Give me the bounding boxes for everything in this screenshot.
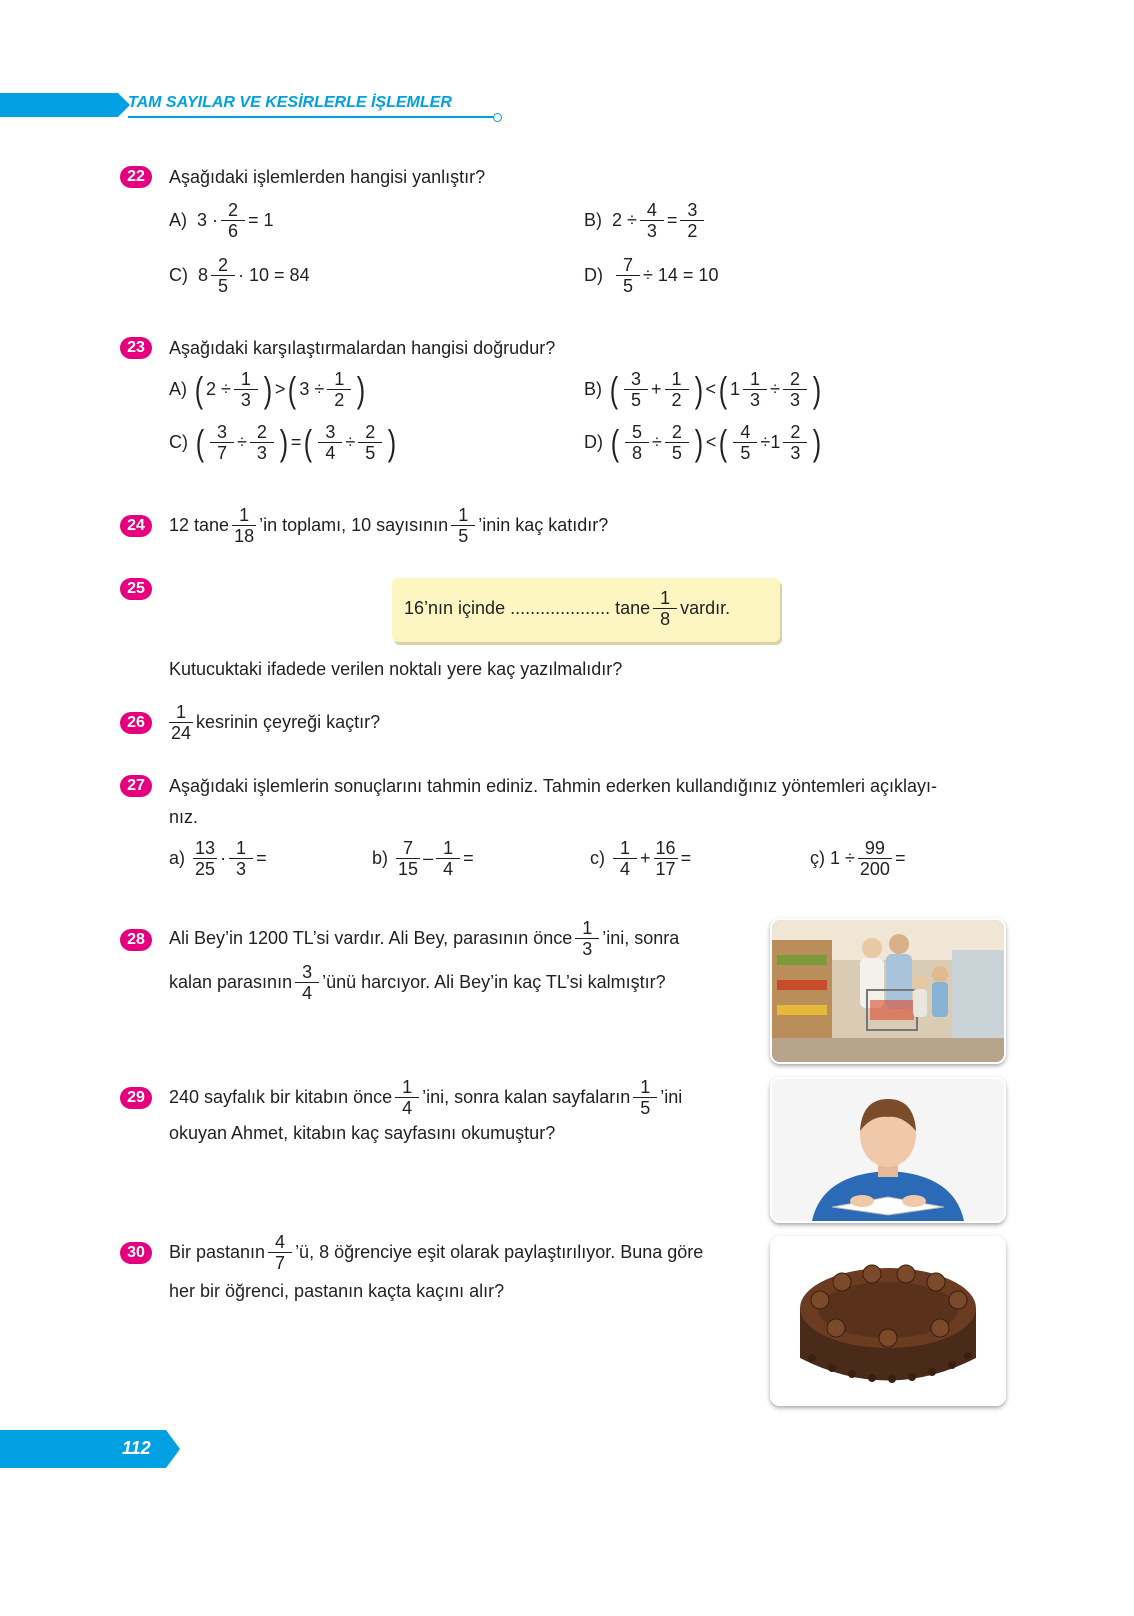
fraction: $\frac{7}{5}$ <box>616 255 640 296</box>
fraction: $\frac{1}{4}$ <box>613 838 637 879</box>
question-29-line2: okuyan Ahmet, kitabın kaç sayfasını okumuştur? <box>169 1123 556 1143</box>
expr-text: 8 <box>198 265 209 285</box>
fraction: $\frac{1}{5}$ <box>633 1077 657 1118</box>
option-label: D) <box>584 432 603 452</box>
question-number-28: 28 <box>120 929 152 951</box>
header-underline <box>128 116 496 118</box>
fraction: $\frac{2}{5}$ <box>211 255 235 296</box>
expr-text: · 10 = 84 <box>238 265 310 285</box>
question-26-text: $\frac{1}{24}$ kesrinin çeyreği kaçtır? <box>171 702 381 743</box>
option-label: C) <box>169 432 188 452</box>
fraction: $\frac{1}{5}$ <box>451 505 475 546</box>
fraction: $\frac{1}{3}$ <box>743 369 767 410</box>
fraction: $\frac{3}{4}$ <box>318 422 342 463</box>
expr-text: = 1 <box>248 210 274 230</box>
option-label: B) <box>584 379 602 399</box>
option-label: C) <box>169 265 188 285</box>
question-number-29: 29 <box>120 1087 152 1109</box>
option-label: A) <box>169 210 187 230</box>
fraction: $\frac{1}{3}$ <box>575 918 599 959</box>
question-27-line1: Aşağıdaki işlemlerin sonuçlarını tahmin ediniz. Tahmin ederken kullandığınız yöntemleri açıklayı- <box>169 776 938 796</box>
option-label: D) <box>584 265 603 285</box>
fraction: $\frac{2}{3}$ <box>783 369 807 410</box>
expr-text: 3 · <box>197 210 219 230</box>
boy-reading-photo <box>770 1077 1006 1223</box>
fraction: $\frac{1}{8}$ <box>653 588 677 629</box>
question-number-22: 22 <box>120 166 152 188</box>
question-23-text: Aşağıdaki karşılaştırmalardan hangisi doğrudur? <box>169 338 556 358</box>
question-number-30: 30 <box>120 1242 152 1264</box>
question-number-26: 26 <box>120 712 152 734</box>
fraction: $\frac{2}{3}$ <box>250 422 274 463</box>
page-number: 112 <box>122 1438 151 1458</box>
question-28-line1: Ali Bey’in 1200 TL’si vardır. Ali Bey, parasının önce $\frac{1}{3}$ ’ini, sonra <box>169 918 680 959</box>
question-24-text: 12 tane $\frac{1}{18}$ ’in toplamı, 10 sayısının $\frac{1}{5}$ ’inin kaç katıdır? <box>169 505 609 546</box>
statement-box-text: 16’nın içinde .................... tane $\frac{1}{8}$ vardır. <box>404 588 731 629</box>
option-label: c) <box>590 848 605 868</box>
q22-option-d <box>584 255 718 296</box>
fraction: $\frac{5}{8}$ <box>625 422 649 463</box>
expr-text: ÷ 14 = 10 <box>643 265 719 285</box>
option-label: A) <box>169 379 187 399</box>
q22-option-b <box>584 200 707 241</box>
fraction: $\frac{1}{2}$ <box>665 369 689 410</box>
fraction: $\frac{1}{4}$ <box>436 838 460 879</box>
fraction: $\frac{2}{3}$ <box>783 422 807 463</box>
fraction: $\frac{1}{4}$ <box>395 1077 419 1118</box>
family-shopping-photo <box>770 918 1006 1064</box>
fraction: $\frac{4}{7}$ <box>268 1232 292 1273</box>
option-label: ç) <box>810 848 825 868</box>
q27-item-a: a) $\frac{13}{25}$ · $\frac{1}{3}$ = <box>169 838 267 879</box>
question-number-27: 27 <box>120 775 152 797</box>
q22-option-c <box>169 255 310 296</box>
question-30-line1: Bir pastanın $\frac{4}{7}$ ’ü, 8 öğrenciye eşit olarak paylaştırılıyor. Buna göre <box>169 1232 704 1273</box>
q22-option-a <box>169 200 274 241</box>
header-dot <box>493 113 502 122</box>
q27-item-b: b) $\frac{7}{15}$ – $\frac{1}{4}$ = <box>372 838 474 879</box>
fraction: $\frac{4}{3}$ <box>640 200 664 241</box>
fraction: $\frac{2}{5}$ <box>358 422 382 463</box>
question-27-line2: nız. <box>169 807 199 827</box>
fraction: $\frac{4}{5}$ <box>733 422 757 463</box>
fraction: $\frac{3}{7}$ <box>210 422 234 463</box>
fraction: $\frac{16}{17}$ <box>655 838 676 879</box>
chapter-title: TAM SAYILAR VE KESİRLERLE İŞLEMLER <box>128 94 452 111</box>
question-28-line2: kalan parasının $\frac{3}{4}$ ’ünü harcıyor. Ali Bey’in kaç TL’si kalmıştır? <box>169 962 666 1003</box>
fraction: $\frac{3}{4}$ <box>295 962 319 1003</box>
option-label: B) <box>584 210 602 230</box>
fraction: $\frac{3}{2}$ <box>680 200 704 241</box>
option-label: a) <box>169 848 186 868</box>
fraction: $\frac{2}{5}$ <box>665 422 689 463</box>
expr-text: = <box>666 210 678 230</box>
fraction: $\frac{1}{3}$ <box>229 838 253 879</box>
chocolate-cake-photo <box>770 1236 1006 1406</box>
fraction: $\frac{7}{15}$ <box>398 838 419 879</box>
q23-option-a: A) ( 2 ÷ $\frac{1}{3}$ ) > ( 3 ÷ $\frac{1}{2}$ ) <box>169 368 366 410</box>
question-number-25: 25 <box>120 578 152 600</box>
expr-text: 2 ÷ <box>612 210 637 230</box>
fraction: $\frac{2}{6}$ <box>221 200 245 241</box>
fraction: $\frac{1}{2}$ <box>327 369 351 410</box>
fraction: $\frac{13}{25}$ <box>195 838 216 879</box>
fraction: $\frac{1}{24}$ <box>171 702 192 743</box>
fraction: $\frac{1}{18}$ <box>234 505 255 546</box>
question-29-line1: 240 sayfalık bir kitabın önce $\frac{1}{4}$ ’ini, sonra kalan sayfaların $\frac{1}{5}$ ’ini <box>169 1077 683 1118</box>
fraction: $\frac{3}{5}$ <box>624 369 648 410</box>
question-number-23: 23 <box>120 337 152 359</box>
question-25-text: Kutucuktaki ifadede verilen noktalı yere kaç yazılmalıdır? <box>169 659 623 679</box>
q27-item-c: c) $\frac{1}{4}$ + $\frac{16}{17}$ = <box>590 838 692 879</box>
fraction: $\frac{1}{3}$ <box>234 369 258 410</box>
question-number-24: 24 <box>120 515 152 537</box>
header-bar <box>0 93 118 117</box>
page-number-arrow <box>166 1430 180 1468</box>
q23-option-c: C) ( $\frac{3}{7}$ ÷ $\frac{2}{3}$ ) = ( $\frac{3}{4}$ ÷ $\frac{2}{5}$ ) <box>169 421 397 463</box>
q27-item-cc: ç) 1 ÷ $\frac{99}{200}$ = <box>810 838 906 879</box>
question-22-text: Aşağıdaki işlemlerden hangisi yanlıştır? <box>169 167 486 187</box>
fraction: $\frac{99}{200}$ <box>859 838 890 879</box>
option-label: b) <box>372 848 389 868</box>
question-30-line2: her bir öğrenci, pastanın kaçta kaçını alır? <box>169 1281 505 1301</box>
q23-option-d: D) ( $\frac{5}{8}$ ÷ $\frac{2}{5}$ ) < ( $\frac{4}{5}$ ÷ 1 $\frac{2}{3}$ ) <box>584 421 822 463</box>
q23-option-b: B) ( $\frac{3}{5}$ + $\frac{1}{2}$ ) < ( 1 $\frac{1}{3}$ ÷ $\frac{2}{3}$ ) <box>584 368 822 410</box>
